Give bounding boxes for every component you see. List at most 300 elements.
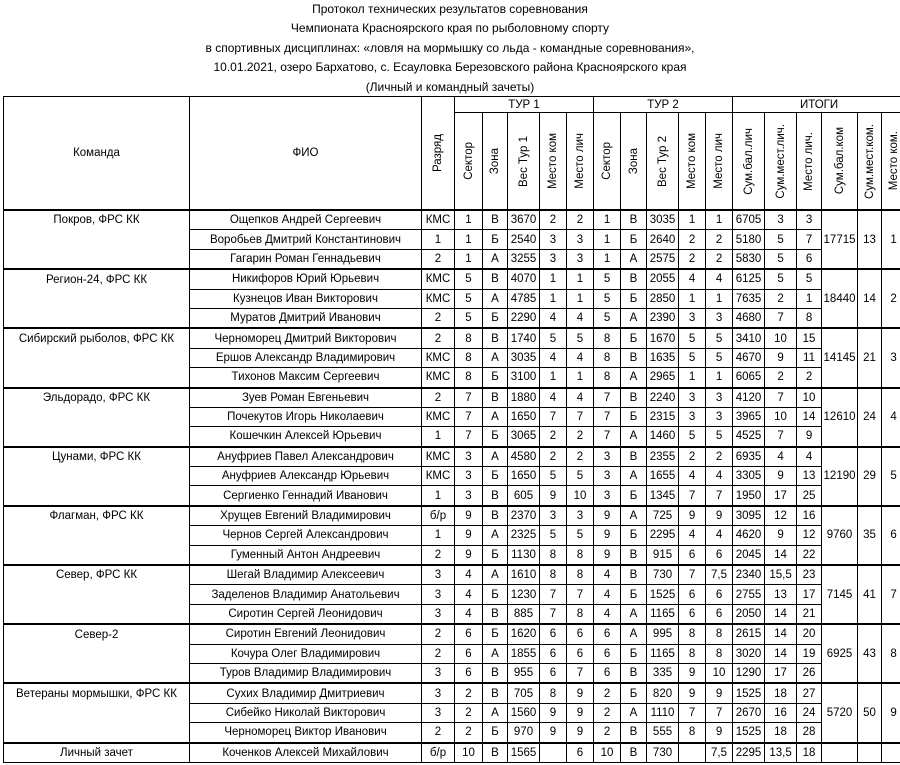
participant-name: Ощепков Андрей Сергеевич	[190, 210, 422, 230]
sum-points-personal-cell: 4120	[733, 388, 765, 408]
participant-name: Ануфриев Павел Александрович	[190, 447, 422, 467]
sum-points-team-cell: 5720	[822, 683, 858, 742]
t2-sector-header: Сектор	[594, 113, 621, 211]
t2-team-place-cell: 3	[679, 388, 706, 408]
t1-team-place-cell: 8	[540, 545, 567, 565]
t1-zone-cell: Б	[483, 545, 508, 565]
t1-weight-cell: 2540	[508, 230, 540, 249]
t1-sector-cell: 7	[455, 407, 483, 426]
participant-name: Воробьев Дмитрий Константинович	[190, 230, 422, 249]
t2-zone-cell: А	[621, 506, 647, 526]
t1-team-place-cell: 5	[540, 526, 567, 545]
t2-personal-place-cell: 9	[706, 683, 733, 703]
t2-sector-cell: 4	[594, 604, 621, 624]
table-row	[4, 447, 900, 467]
t1-weight-cell: 1650	[508, 407, 540, 426]
sum-points-personal-cell: 1525	[733, 683, 765, 703]
t2-sector-cell: 7	[594, 407, 621, 426]
sum-points-team-cell: 17715	[822, 210, 858, 269]
rank-cell: 1	[422, 526, 455, 545]
t2-weight-cell: 2055	[647, 269, 679, 289]
sum-points-personal-cell: 3095	[733, 506, 765, 526]
team-cell	[4, 230, 190, 249]
rank-cell: 2	[422, 644, 455, 663]
sum-places-personal-cell: 5	[765, 230, 797, 249]
t2-team-place-header: Место ком	[679, 113, 706, 211]
sum-places-personal-cell: 3	[765, 210, 797, 230]
team-cell: Флагман, ФРС КК	[4, 506, 190, 526]
t1-zone-cell: А	[483, 407, 508, 426]
t2-sector-cell: 4	[594, 585, 621, 604]
sum-places-personal-cell: 10	[765, 407, 797, 426]
sum-points-personal-cell: 3410	[733, 328, 765, 348]
place-personal-cell: 21	[797, 604, 822, 624]
sum-places-personal-cell: 17	[765, 486, 797, 506]
participant-name: Хрущев Евгений Владимирович	[190, 506, 422, 526]
table-row	[4, 407, 900, 426]
t1-personal-place-header: Место лич	[567, 113, 594, 211]
sum-places-team-cell: 24	[858, 388, 882, 447]
sum-places-personal-cell: 5	[765, 249, 797, 269]
t2-weight-cell: 1460	[647, 427, 679, 447]
t1-zone-cell: А	[483, 447, 508, 467]
t2-weight-cell: 1165	[647, 644, 679, 663]
team-cell	[4, 644, 190, 663]
t1-zone-cell: Б	[483, 308, 508, 328]
t1-team-place-cell: 1	[540, 289, 567, 308]
t1-personal-place-cell: 1	[567, 269, 594, 289]
sum-points-team-cell: 18440	[822, 269, 858, 328]
t2-sector-cell: 5	[594, 269, 621, 289]
t1-team-place-cell: 1	[540, 368, 567, 388]
team-cell: Север-2	[4, 624, 190, 644]
sum-points-personal-cell: 2670	[733, 703, 765, 722]
t1-personal-place-cell: 7	[567, 663, 594, 683]
t2-sector-cell: 10	[594, 743, 621, 763]
rank-cell: КМС	[422, 467, 455, 486]
t2-weight-cell: 1110	[647, 703, 679, 722]
sum-points-team-cell: 12190	[822, 447, 858, 506]
rank-cell: 2	[422, 328, 455, 348]
t1-sector-cell: 4	[455, 604, 483, 624]
t1-personal-place-cell: 1	[567, 289, 594, 308]
sum-points-personal-cell: 2755	[733, 585, 765, 604]
sum-places-personal-cell: 14	[765, 644, 797, 663]
participant-name: Шегай Владимир Алексеевич	[190, 565, 422, 585]
t1-team-place-cell: 2	[540, 427, 567, 447]
t1-zone-cell: А	[483, 526, 508, 545]
results-table	[3, 96, 900, 763]
t1-sector-cell: 9	[455, 506, 483, 526]
rank-cell: 2	[422, 723, 455, 743]
t1-team-place-cell: 5	[540, 328, 567, 348]
sum-places-team-cell: 14	[858, 269, 882, 328]
t1-sector-cell: 3	[455, 486, 483, 506]
t1-personal-place-cell: 2	[567, 447, 594, 467]
sum-places-personal-cell: 9	[765, 526, 797, 545]
t1-zone-cell: В	[483, 663, 508, 683]
team-cell	[4, 348, 190, 367]
participant-name: Туров Владимир Владимирович	[190, 663, 422, 683]
t1-sector-cell: 3	[455, 447, 483, 467]
sum-points-team-header: Сум.бал.ком	[822, 113, 858, 211]
rank-cell: б/р	[422, 506, 455, 526]
rank-cell: 3	[422, 683, 455, 703]
team-cell	[4, 368, 190, 388]
place-team-cell: 2	[882, 269, 900, 328]
place-personal-cell: 14	[797, 407, 822, 426]
t2-weight-cell: 1525	[647, 585, 679, 604]
t2-sector-cell: 8	[594, 368, 621, 388]
t1-personal-place-cell: 10	[567, 486, 594, 506]
t2-team-place-cell: 7	[679, 703, 706, 722]
participant-name: Чернов Сергей Александрович	[190, 526, 422, 545]
participant-name: Сухих Владимир Дмитриевич	[190, 683, 422, 703]
t1-team-place-cell: 4	[540, 348, 567, 367]
t2-weight-header: Вес Тур 2	[647, 113, 679, 211]
t1-personal-place-cell: 2	[567, 427, 594, 447]
t1-zone-cell: В	[483, 506, 508, 526]
t2-team-place-cell: 5	[679, 328, 706, 348]
place-personal-cell: 9	[797, 427, 822, 447]
t1-sector-cell: 9	[455, 526, 483, 545]
sum-points-personal-cell: 7635	[733, 289, 765, 308]
t1-weight-cell: 3100	[508, 368, 540, 388]
t2-team-place-cell: 2	[679, 447, 706, 467]
t1-zone-cell: Б	[483, 368, 508, 388]
t2-team-place-cell: 4	[679, 269, 706, 289]
t2-zone-cell: В	[621, 210, 647, 230]
t2-weight-cell: 820	[647, 683, 679, 703]
t1-team-place-cell: 5	[540, 467, 567, 486]
sum-points-personal-cell: 4670	[733, 348, 765, 367]
place-team-cell: 3	[882, 328, 900, 387]
sum-points-personal-cell: 2295	[733, 743, 765, 763]
t2-sector-cell: 2	[594, 683, 621, 703]
t1-team-place-cell: 4	[540, 388, 567, 408]
t2-sector-cell: 7	[594, 388, 621, 408]
sum-places-personal-cell: 13,5	[765, 743, 797, 763]
t1-personal-place-cell: 6	[567, 644, 594, 663]
table-row	[4, 565, 900, 585]
place-personal-cell: 22	[797, 545, 822, 565]
sum-places-personal-header: Сум.мест.лич.	[765, 113, 797, 211]
place-team-cell: 9	[882, 683, 900, 742]
col-fio-header: ФИО	[190, 97, 422, 211]
t1-weight-cell: 3065	[508, 427, 540, 447]
t2-personal-place-cell: 4	[706, 526, 733, 545]
place-personal-cell: 19	[797, 644, 822, 663]
t2-weight-cell: 730	[647, 565, 679, 585]
t2-team-place-cell: 7	[679, 565, 706, 585]
t2-sector-cell: 3	[594, 467, 621, 486]
t1-weight-cell: 605	[508, 486, 540, 506]
sum-points-personal-cell: 6065	[733, 368, 765, 388]
t1-team-place-cell: 7	[540, 604, 567, 624]
title-line-3: в спортивных дисциплинах: «ловля на мормышку со льда - командные соревнования»,	[205, 40, 695, 55]
place-team-cell: 4	[882, 388, 900, 447]
team-cell: Регион-24, ФРС КК	[4, 269, 190, 289]
t2-team-place-cell: 6	[679, 604, 706, 624]
t1-team-place-cell: 6	[540, 624, 567, 644]
t2-team-place-cell: 8	[679, 624, 706, 644]
place-personal-cell: 11	[797, 348, 822, 367]
team-cell	[4, 604, 190, 624]
sum-points-personal-cell: 1290	[733, 663, 765, 683]
t1-weight-cell: 4070	[508, 269, 540, 289]
sum-places-personal-cell: 9	[765, 467, 797, 486]
sum-points-personal-cell: 4680	[733, 308, 765, 328]
t2-weight-cell: 2240	[647, 388, 679, 408]
t2-team-place-cell: 6	[679, 545, 706, 565]
t2-personal-place-cell: 6	[706, 604, 733, 624]
sum-points-personal-cell: 4620	[733, 526, 765, 545]
t2-team-place-cell: 4	[679, 467, 706, 486]
t2-weight-cell: 1670	[647, 328, 679, 348]
sum-points-personal-cell: 2340	[733, 565, 765, 585]
t2-personal-place-cell: 1	[706, 289, 733, 308]
t2-zone-cell: В	[621, 565, 647, 585]
t2-personal-place-cell: 10	[706, 663, 733, 683]
t2-sector-cell: 3	[594, 486, 621, 506]
place-personal-cell: 6	[797, 249, 822, 269]
t1-sector-cell: 7	[455, 427, 483, 447]
t2-personal-place-cell: 9	[706, 506, 733, 526]
t2-weight-cell: 1345	[647, 486, 679, 506]
t2-personal-place-cell: 9	[706, 723, 733, 743]
t1-sector-cell: 1	[455, 249, 483, 269]
participant-name: Почекутов Игорь Николаевич	[190, 407, 422, 426]
sum-places-team-cell: 50	[858, 683, 882, 742]
t2-personal-place-header: Место лич	[706, 113, 733, 211]
t2-personal-place-cell: 4	[706, 467, 733, 486]
t2-team-place-cell: 7	[679, 486, 706, 506]
sum-places-personal-cell: 14	[765, 604, 797, 624]
tour2-header: ТУР 2	[594, 97, 733, 113]
table-row	[4, 308, 900, 328]
t1-zone-cell: А	[483, 644, 508, 663]
participant-name: Коченков Алексей Михайлович	[190, 743, 422, 763]
t2-sector-cell: 5	[594, 308, 621, 328]
t1-weight-cell: 705	[508, 683, 540, 703]
team-cell	[4, 723, 190, 743]
t2-sector-cell: 6	[594, 624, 621, 644]
t2-personal-place-cell: 3	[706, 388, 733, 408]
t2-weight-cell: 2965	[647, 368, 679, 388]
team-cell	[4, 663, 190, 683]
t1-weight-cell: 3670	[508, 210, 540, 230]
sum-points-personal-cell: 6705	[733, 210, 765, 230]
participant-name: Тихонов Максим Сергеевич	[190, 368, 422, 388]
table-row	[4, 388, 900, 408]
t2-sector-cell: 8	[594, 328, 621, 348]
t1-sector-cell: 6	[455, 624, 483, 644]
rank-cell: 3	[422, 663, 455, 683]
results-body	[4, 210, 900, 762]
participant-name: Муратов Дмитрий Иванович	[190, 308, 422, 328]
t1-weight-cell: 1855	[508, 644, 540, 663]
t1-sector-header: Сектор	[455, 113, 483, 211]
table-row	[4, 230, 900, 249]
team-cell: Ветераны мормышки, ФРС КК	[4, 683, 190, 703]
t2-zone-cell: В	[621, 269, 647, 289]
t2-team-place-cell: 1	[679, 210, 706, 230]
sum-places-personal-cell: 9	[765, 348, 797, 367]
t2-team-place-cell: 3	[679, 308, 706, 328]
t2-sector-cell: 2	[594, 723, 621, 743]
t1-team-place-cell: 8	[540, 683, 567, 703]
t1-personal-place-cell: 7	[567, 407, 594, 426]
t1-personal-place-cell: 5	[567, 526, 594, 545]
t2-zone-cell: В	[621, 388, 647, 408]
participant-name: Черноморец Виктор Иванович	[190, 723, 422, 743]
t2-weight-cell: 1655	[647, 467, 679, 486]
table-row	[4, 269, 900, 289]
t2-zone-header: Зона	[621, 113, 647, 211]
team-cell	[4, 407, 190, 426]
t2-team-place-cell: 1	[679, 289, 706, 308]
t2-zone-cell: Б	[621, 683, 647, 703]
sum-places-personal-cell: 7	[765, 427, 797, 447]
sum-points-personal-cell: 4525	[733, 427, 765, 447]
t1-personal-place-cell: 6	[567, 743, 594, 763]
place-personal-cell: 8	[797, 308, 822, 328]
t1-sector-cell: 9	[455, 545, 483, 565]
t1-weight-cell: 885	[508, 604, 540, 624]
t1-sector-cell: 5	[455, 289, 483, 308]
t1-personal-place-cell: 3	[567, 506, 594, 526]
sum-points-team-cell: 14145	[822, 328, 858, 387]
t2-zone-cell: Б	[621, 328, 647, 348]
team-cell	[4, 289, 190, 308]
rank-cell: 2	[422, 249, 455, 269]
sum-places-personal-cell: 4	[765, 447, 797, 467]
t1-zone-cell: В	[483, 743, 508, 763]
team-cell: Сибирский рыболов, ФРС КК	[4, 328, 190, 348]
t2-zone-cell: А	[621, 427, 647, 447]
place-personal-cell: 3	[797, 210, 822, 230]
t2-team-place-cell: 5	[679, 427, 706, 447]
t1-zone-cell: В	[483, 486, 508, 506]
t2-team-place-cell: 8	[679, 723, 706, 743]
team-cell	[4, 526, 190, 545]
t1-personal-place-cell: 5	[567, 328, 594, 348]
sum-places-team-cell: 21	[858, 328, 882, 387]
sum-places-personal-cell: 2	[765, 289, 797, 308]
participant-name: Гуменный Антон Андреевич	[190, 545, 422, 565]
table-row	[4, 427, 900, 447]
t1-sector-cell: 4	[455, 565, 483, 585]
t1-team-place-cell: 8	[540, 565, 567, 585]
t1-weight-cell: 2370	[508, 506, 540, 526]
t2-personal-place-cell: 5	[706, 328, 733, 348]
rank-cell: 1	[422, 427, 455, 447]
place-team-cell: 8	[882, 624, 900, 683]
participant-name: Сибейко Николай Викторович	[190, 703, 422, 722]
sum-points-personal-cell: 1525	[733, 723, 765, 743]
rank-cell: 1	[422, 486, 455, 506]
title-line-1: Протокол технических результатов соревнования	[312, 2, 588, 16]
t1-team-place-cell: 2	[540, 210, 567, 230]
t1-weight-cell: 1130	[508, 545, 540, 565]
t2-team-place-cell: 2	[679, 249, 706, 269]
place-personal-cell: 16	[797, 506, 822, 526]
table-row	[4, 604, 900, 624]
t1-weight-cell: 1565	[508, 743, 540, 763]
t2-zone-cell: В	[621, 545, 647, 565]
place-personal-cell: 28	[797, 723, 822, 743]
sum-places-team-cell	[858, 743, 882, 763]
t2-weight-cell: 555	[647, 723, 679, 743]
place-personal-cell: 7	[797, 230, 822, 249]
t2-personal-place-cell: 3	[706, 308, 733, 328]
t1-zone-cell: Б	[483, 427, 508, 447]
sum-places-personal-cell: 5	[765, 269, 797, 289]
sum-points-team-cell: 12610	[822, 388, 858, 447]
t1-personal-place-cell: 8	[567, 545, 594, 565]
t2-team-place-cell: 1	[679, 368, 706, 388]
t1-weight-cell: 1880	[508, 388, 540, 408]
participant-name: Кочура Олег Владимирович	[190, 644, 422, 663]
rank-cell: КМС	[422, 348, 455, 367]
t2-sector-cell: 3	[594, 447, 621, 467]
team-cell	[4, 467, 190, 486]
participant-name: Ануфриев Александр Юрьевич	[190, 467, 422, 486]
t1-weight-cell: 3255	[508, 249, 540, 269]
sum-places-personal-cell: 7	[765, 388, 797, 408]
place-personal-cell: 10	[797, 388, 822, 408]
t2-weight-cell: 730	[647, 743, 679, 763]
sum-places-personal-cell: 16	[765, 703, 797, 722]
t2-sector-cell: 4	[594, 565, 621, 585]
t2-personal-place-cell: 8	[706, 644, 733, 663]
team-cell	[4, 308, 190, 328]
t2-weight-cell: 2315	[647, 407, 679, 426]
t1-personal-place-cell: 7	[567, 585, 594, 604]
t1-zone-cell: А	[483, 565, 508, 585]
t2-team-place-cell: 5	[679, 348, 706, 367]
table-row	[4, 506, 900, 526]
team-cell	[4, 486, 190, 506]
t1-weight-cell: 1560	[508, 703, 540, 722]
t1-weight-cell: 1230	[508, 585, 540, 604]
t1-weight-cell: 1610	[508, 565, 540, 585]
sum-places-team-header: Сум.мест.ком.	[858, 113, 882, 211]
t1-team-place-cell: 3	[540, 230, 567, 249]
t1-zone-cell: В	[483, 269, 508, 289]
t1-sector-cell: 2	[455, 703, 483, 722]
t1-zone-cell: А	[483, 249, 508, 269]
rank-cell: КМС	[422, 269, 455, 289]
t1-sector-cell: 8	[455, 348, 483, 367]
rank-cell: КМС	[422, 210, 455, 230]
place-personal-cell: 24	[797, 703, 822, 722]
t1-zone-cell: В	[483, 388, 508, 408]
t2-team-place-cell: 2	[679, 230, 706, 249]
t2-personal-place-cell: 1	[706, 368, 733, 388]
rank-cell: 1	[422, 230, 455, 249]
sum-points-personal-cell: 3305	[733, 467, 765, 486]
rank-cell: 3	[422, 585, 455, 604]
sum-points-personal-header: Сум.бал.лич	[733, 113, 765, 211]
t1-personal-place-cell: 9	[567, 723, 594, 743]
t2-personal-place-cell: 7	[706, 703, 733, 722]
t2-team-place-cell: 9	[679, 683, 706, 703]
place-team-cell: 7	[882, 565, 900, 624]
t2-team-place-cell: 6	[679, 585, 706, 604]
participant-name: Кошечкин Алексей Юрьевич	[190, 427, 422, 447]
t1-weight-cell: 4580	[508, 447, 540, 467]
